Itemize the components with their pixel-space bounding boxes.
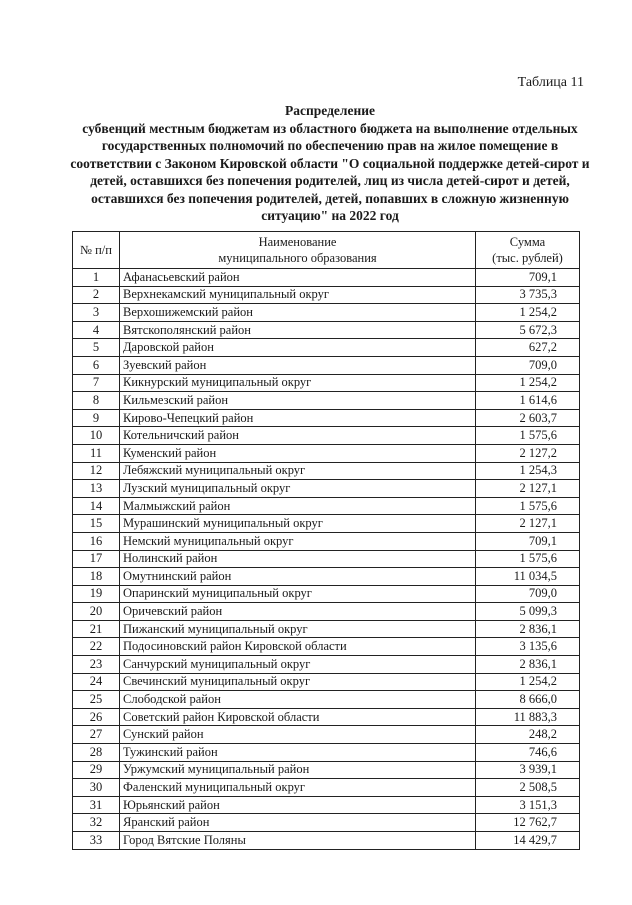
row-number: 18 xyxy=(73,568,120,586)
subvention-amount: 3 151,3 xyxy=(476,796,580,814)
row-number: 26 xyxy=(73,708,120,726)
row-number: 11 xyxy=(73,444,120,462)
column-header-num: № п/п xyxy=(73,232,120,269)
municipality-name: Немский муниципальный округ xyxy=(120,532,476,550)
row-number: 16 xyxy=(73,532,120,550)
subvention-amount: 14 429,7 xyxy=(476,832,580,850)
table-row xyxy=(73,409,580,427)
municipality-name: Верхошижемский район xyxy=(120,304,476,322)
table-row xyxy=(73,638,580,656)
row-number: 20 xyxy=(73,603,120,621)
row-number: 28 xyxy=(73,744,120,762)
municipality-name: Кикнурский муниципальный округ xyxy=(120,374,476,392)
row-number: 7 xyxy=(73,374,120,392)
subvention-amount: 1 254,2 xyxy=(476,304,580,322)
table-row xyxy=(73,462,580,480)
row-number: 9 xyxy=(73,409,120,427)
table-row xyxy=(73,761,580,779)
heading-title: Распределение xyxy=(284,103,376,118)
table-row xyxy=(73,532,580,550)
table-row xyxy=(73,392,580,410)
subvention-amount: 709,0 xyxy=(476,356,580,374)
municipality-name: Тужинский район xyxy=(120,744,476,762)
column-header-sum-line1: Сумма xyxy=(509,235,546,249)
column-header-name-line1: Наименование xyxy=(258,235,337,249)
table-row xyxy=(73,673,580,691)
municipality-name: Опаринский муниципальный округ xyxy=(120,585,476,603)
row-number: 2 xyxy=(73,286,120,304)
subvention-amount: 1 254,2 xyxy=(476,673,580,691)
subvention-amount: 709,1 xyxy=(476,269,580,287)
row-number: 10 xyxy=(73,427,120,445)
municipality-name: Кильмезский район xyxy=(120,392,476,410)
municipality-name: Котельничский район xyxy=(120,427,476,445)
subvention-amount: 1 614,6 xyxy=(476,392,580,410)
table-row xyxy=(73,708,580,726)
table-number-label: Таблица 11 xyxy=(517,75,584,90)
row-number: 1 xyxy=(73,269,120,287)
table-row xyxy=(73,304,580,322)
subvention-amount: 2 127,1 xyxy=(476,480,580,498)
table-row xyxy=(73,779,580,797)
subvention-amount: 1 575,6 xyxy=(476,497,580,515)
row-number: 30 xyxy=(73,779,120,797)
municipality-name: Вятскополянский район xyxy=(120,321,476,339)
municipality-name: Сунский район xyxy=(120,726,476,744)
table-row xyxy=(73,321,580,339)
municipality-name: Юрьянский район xyxy=(120,796,476,814)
municipality-name: Нолинский район xyxy=(120,550,476,568)
subvention-amount: 8 666,0 xyxy=(476,691,580,709)
municipality-name: Омутнинский район xyxy=(120,568,476,586)
row-number: 19 xyxy=(73,585,120,603)
table-row xyxy=(73,744,580,762)
subvention-amount: 2 508,5 xyxy=(476,779,580,797)
subvention-amount: 1 575,6 xyxy=(476,550,580,568)
row-number: 25 xyxy=(73,691,120,709)
municipality-name: Лебяжский муниципальный округ xyxy=(120,462,476,480)
table-row xyxy=(73,480,580,498)
subvention-amount: 1 575,6 xyxy=(476,427,580,445)
column-header-sum-line2: (тыс. рублей) xyxy=(492,251,563,265)
subvention-amount: 3 135,6 xyxy=(476,638,580,656)
municipality-name: Оричевский район xyxy=(120,603,476,621)
municipality-name: Свечинский муниципальный округ xyxy=(120,673,476,691)
row-number: 15 xyxy=(73,515,120,533)
municipality-name: Афанасьевский район xyxy=(120,269,476,287)
distribution-table xyxy=(72,231,580,850)
row-number: 3 xyxy=(73,304,120,322)
table-row xyxy=(73,269,580,287)
heading-subtitle: субвенций местным бюджетам из областного бюджета на выполнение отдельных государственных полномочий по обеспечению прав на жилое помещение в соответствии с Законом Кировской области "О социальной поддержке детей-сирот и детей, оставшихся без попечения родителей, лиц из числа детей-сирот и детей, оставшихся без попечения родителей, детей, попавших в сложную жизненную ситуацию" на 2022 год xyxy=(70,120,590,223)
municipality-name: Даровской район xyxy=(120,339,476,357)
municipality-name: Город Вятские Поляны xyxy=(120,832,476,850)
subvention-amount: 248,2 xyxy=(476,726,580,744)
municipality-name: Верхнекамский муниципальный округ xyxy=(120,286,476,304)
table-row xyxy=(73,515,580,533)
table-row xyxy=(73,726,580,744)
municipality-name: Слободской район xyxy=(120,691,476,709)
municipality-name: Куменский район xyxy=(120,444,476,462)
table-row xyxy=(73,444,580,462)
municipality-name: Фаленский муниципальный округ xyxy=(120,779,476,797)
row-number: 4 xyxy=(73,321,120,339)
row-number: 23 xyxy=(73,656,120,674)
row-number: 27 xyxy=(73,726,120,744)
table-header-row xyxy=(73,232,580,269)
table-row xyxy=(73,568,580,586)
document-heading xyxy=(70,102,590,225)
municipality-name: Мурашинский муниципальный округ xyxy=(120,515,476,533)
row-number: 21 xyxy=(73,620,120,638)
subvention-amount: 3 735,3 xyxy=(476,286,580,304)
subvention-amount: 5 099,3 xyxy=(476,603,580,621)
subvention-amount: 2 127,1 xyxy=(476,515,580,533)
subvention-amount: 1 254,3 xyxy=(476,462,580,480)
table-row xyxy=(73,427,580,445)
row-number: 5 xyxy=(73,339,120,357)
municipality-name: Малмыжский район xyxy=(120,497,476,515)
table-row xyxy=(73,796,580,814)
municipality-name: Зуевский район xyxy=(120,356,476,374)
column-header-name xyxy=(120,232,476,269)
row-number: 12 xyxy=(73,462,120,480)
row-number: 17 xyxy=(73,550,120,568)
table-row xyxy=(73,286,580,304)
row-number: 13 xyxy=(73,480,120,498)
row-number: 8 xyxy=(73,392,120,410)
table-row xyxy=(73,832,580,850)
municipality-name: Пижанский муниципальный округ xyxy=(120,620,476,638)
municipality-name: Санчурский муниципальный округ xyxy=(120,656,476,674)
row-number: 31 xyxy=(73,796,120,814)
subvention-amount: 1 254,2 xyxy=(476,374,580,392)
row-number: 29 xyxy=(73,761,120,779)
table-row xyxy=(73,603,580,621)
row-number: 32 xyxy=(73,814,120,832)
subvention-amount: 627,2 xyxy=(476,339,580,357)
table-row xyxy=(73,620,580,638)
table-row xyxy=(73,550,580,568)
municipality-name: Подосиновский район Кировской области xyxy=(120,638,476,656)
subvention-amount: 709,0 xyxy=(476,585,580,603)
subvention-amount: 709,1 xyxy=(476,532,580,550)
table-row xyxy=(73,374,580,392)
row-number: 22 xyxy=(73,638,120,656)
table-row xyxy=(73,497,580,515)
municipality-name: Уржумский муниципальный район xyxy=(120,761,476,779)
table-row xyxy=(73,814,580,832)
table-row xyxy=(73,356,580,374)
table-row xyxy=(73,656,580,674)
subvention-amount: 2 127,2 xyxy=(476,444,580,462)
subvention-amount: 11 883,3 xyxy=(476,708,580,726)
municipality-name: Яранский район xyxy=(120,814,476,832)
municipality-name: Лузский муниципальный округ xyxy=(120,480,476,498)
subvention-amount: 2 836,1 xyxy=(476,620,580,638)
table-row xyxy=(73,339,580,357)
row-number: 6 xyxy=(73,356,120,374)
subvention-amount: 746,6 xyxy=(476,744,580,762)
table-body xyxy=(73,269,580,850)
subvention-amount: 3 939,1 xyxy=(476,761,580,779)
municipality-name: Кирово-Чепецкий район xyxy=(120,409,476,427)
row-number: 33 xyxy=(73,832,120,850)
row-number: 24 xyxy=(73,673,120,691)
subvention-amount: 2 603,7 xyxy=(476,409,580,427)
municipality-name: Советский район Кировской области xyxy=(120,708,476,726)
row-number: 14 xyxy=(73,497,120,515)
column-header-name-line2: муниципального образования xyxy=(218,251,377,265)
subvention-amount: 5 672,3 xyxy=(476,321,580,339)
subvention-amount: 11 034,5 xyxy=(476,568,580,586)
column-header-sum xyxy=(476,232,580,269)
table-row xyxy=(73,585,580,603)
table-row xyxy=(73,691,580,709)
subvention-amount: 2 836,1 xyxy=(476,656,580,674)
subvention-amount: 12 762,7 xyxy=(476,814,580,832)
